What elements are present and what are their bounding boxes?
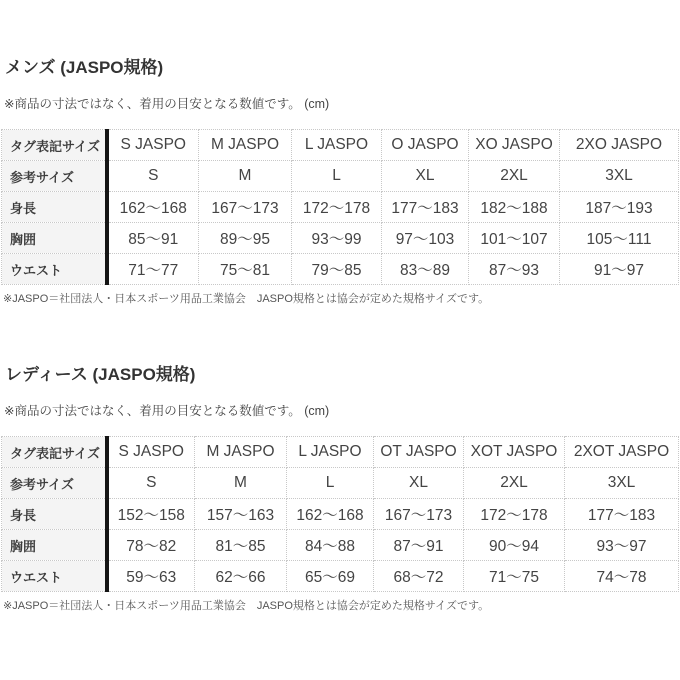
table-cell: S JASPO (107, 130, 199, 161)
table-cell: 90〜94 (464, 530, 565, 561)
table-cell: 78〜82 (107, 530, 195, 561)
table-cell: 3XL (565, 468, 679, 499)
table-cell: M (199, 161, 292, 192)
table-cell: XOT JASPO (464, 437, 565, 468)
row-label: ウエスト (2, 561, 107, 592)
table-cell: S (107, 161, 199, 192)
table-cell: L JASPO (292, 130, 382, 161)
table-cell: 101〜107 (469, 223, 560, 254)
table-cell: 84〜88 (287, 530, 374, 561)
table-cell: XO JASPO (469, 130, 560, 161)
table-cell: 93〜99 (292, 223, 382, 254)
table-cell: 97〜103 (382, 223, 469, 254)
table-cell: L (287, 468, 374, 499)
table-cell: 152〜158 (107, 499, 195, 530)
row-label: ウエスト (2, 254, 107, 285)
table-cell: 177〜183 (382, 192, 469, 223)
table-cell: S JASPO (107, 437, 195, 468)
row-label: 胸囲 (2, 223, 107, 254)
table-cell: 75〜81 (199, 254, 292, 285)
table-cell: 91〜97 (560, 254, 679, 285)
table-row (2, 192, 679, 223)
row-label: 胸囲 (2, 530, 107, 561)
table-cell: 2XL (469, 161, 560, 192)
table-cell: 172〜178 (464, 499, 565, 530)
table-cell: 59〜63 (107, 561, 195, 592)
mens-measurement-note: ※商品の寸法ではなく、着用の目安となる数値です。 (cm) (4, 97, 330, 111)
mens-section (1, 56, 679, 306)
table-cell: 105〜111 (560, 223, 679, 254)
table-cell: 87〜93 (469, 254, 560, 285)
row-label: タグ表記サイズ (2, 130, 107, 161)
table-cell: 162〜168 (107, 192, 199, 223)
table-cell: 74〜78 (565, 561, 679, 592)
table-cell: 182〜188 (469, 192, 560, 223)
row-label: 参考サイズ (2, 468, 107, 499)
mens-jaspo-footnote: ※JASPO＝社団法人・日本スポーツ用品工業協会 JASPO規格とは協会が定めた規格サイズです。 (3, 293, 490, 305)
table-row (2, 468, 679, 499)
table-cell: M JASPO (195, 437, 287, 468)
table-cell: 85〜91 (107, 223, 199, 254)
table-row (2, 254, 679, 285)
table-cell: 3XL (560, 161, 679, 192)
table-cell: 2XOT JASPO (565, 437, 679, 468)
table-cell: 167〜173 (199, 192, 292, 223)
table-cell: 177〜183 (565, 499, 679, 530)
ladies-size-table (1, 436, 679, 592)
table-cell: 89〜95 (199, 223, 292, 254)
table-cell: 68〜72 (374, 561, 464, 592)
table-cell: 71〜77 (107, 254, 199, 285)
table-cell: 162〜168 (287, 499, 374, 530)
ladies-measurement-note: ※商品の寸法ではなく、着用の目安となる数値です。 (cm) (4, 404, 330, 418)
table-cell: 2XL (464, 468, 565, 499)
row-label: タグ表記サイズ (2, 437, 107, 468)
table-row (2, 437, 679, 468)
table-cell: L (292, 161, 382, 192)
table-cell: 79〜85 (292, 254, 382, 285)
table-cell: 62〜66 (195, 561, 287, 592)
table-cell: 2XO JASPO (560, 130, 679, 161)
table-cell: M JASPO (199, 130, 292, 161)
table-cell: 187〜193 (560, 192, 679, 223)
table-cell: S (107, 468, 195, 499)
table-cell: 83〜89 (382, 254, 469, 285)
table-cell: M (195, 468, 287, 499)
table-cell: XL (374, 468, 464, 499)
table-row (2, 499, 679, 530)
table-row (2, 161, 679, 192)
table-cell: 81〜85 (195, 530, 287, 561)
table-cell: 65〜69 (287, 561, 374, 592)
mens-size-table (1, 129, 679, 285)
mens-section-title: メンズ (JASPO規格) (5, 58, 164, 77)
table-cell: O JASPO (382, 130, 469, 161)
table-cell: XL (382, 161, 469, 192)
table-cell: 87〜91 (374, 530, 464, 561)
ladies-section-title: レディース (JASPO規格) (5, 365, 196, 384)
table-cell: 167〜173 (374, 499, 464, 530)
table-cell: 93〜97 (565, 530, 679, 561)
table-cell: 172〜178 (292, 192, 382, 223)
row-label: 身長 (2, 192, 107, 223)
ladies-section (1, 363, 679, 613)
row-label: 参考サイズ (2, 161, 107, 192)
table-row (2, 130, 679, 161)
table-row (2, 223, 679, 254)
table-cell: 157〜163 (195, 499, 287, 530)
table-cell: OT JASPO (374, 437, 464, 468)
table-cell: 71〜75 (464, 561, 565, 592)
row-label: 身長 (2, 499, 107, 530)
table-row (2, 561, 679, 592)
table-row (2, 530, 679, 561)
ladies-jaspo-footnote: ※JASPO＝社団法人・日本スポーツ用品工業協会 JASPO規格とは協会が定めた規格サイズです。 (3, 600, 490, 612)
table-cell: L JASPO (287, 437, 374, 468)
